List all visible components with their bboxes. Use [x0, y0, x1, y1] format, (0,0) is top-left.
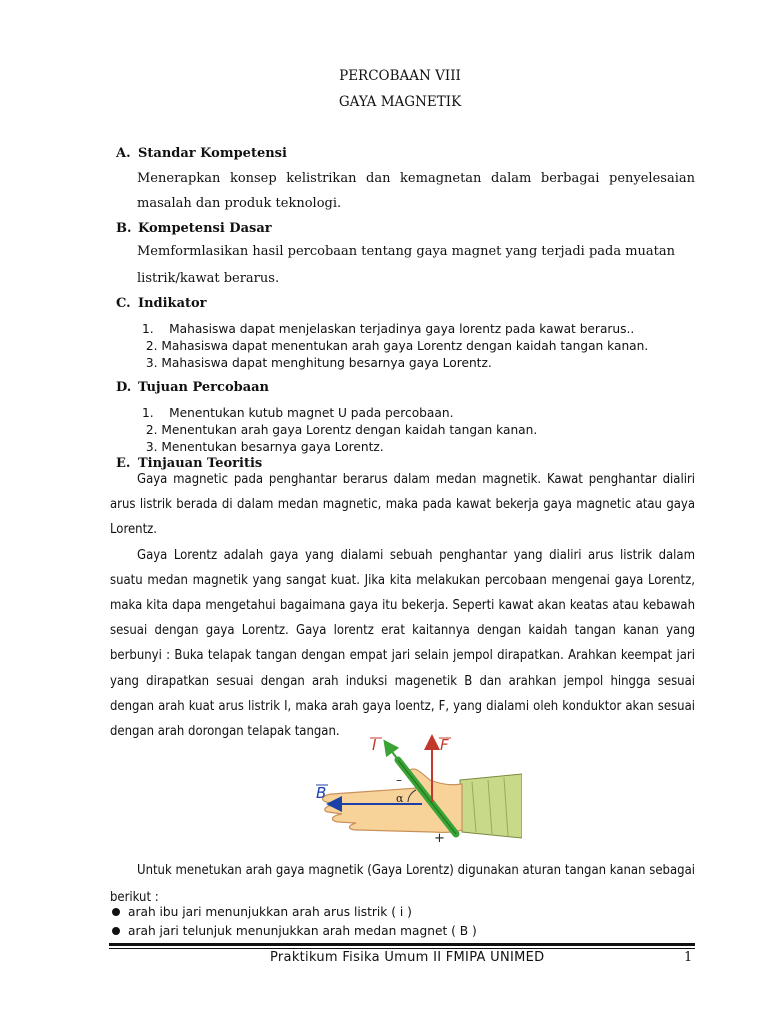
section-c-heading	[116, 296, 207, 311]
title-line-2: GAYA MAGNETIK	[338, 94, 462, 110]
bullet-dot	[112, 908, 120, 916]
page-number: 1	[684, 950, 693, 965]
label-force: F	[440, 736, 449, 754]
list-item: 1. Menentukan kutub magnet U pada percobaan.	[142, 406, 454, 420]
section-d-heading	[116, 380, 269, 395]
section-b-line-2: listrik/kawat berarus.	[137, 271, 280, 286]
footer-rule-thick	[109, 943, 695, 946]
section-b-title: Kompetensi Dasar	[138, 221, 272, 236]
label-b-field: B	[316, 784, 327, 802]
title-line-1: PERCOBAAN VIII	[339, 68, 461, 84]
section-e-title: Tinjauan Teoritis	[138, 456, 263, 471]
section-a-text: Menerapkan konsep kelistrikan dan kemagnetan dalam berbagai penyelesaian masalah dan produk teknologi.	[137, 171, 695, 211]
section-d-letter: D.	[116, 380, 132, 395]
right-hand-rule-figure	[312, 734, 522, 846]
rule-bullet-list	[110, 903, 477, 941]
section-d-title: Tujuan Percobaan	[138, 380, 270, 395]
sleeve-shape	[460, 774, 522, 838]
tujuan-list	[142, 405, 537, 456]
list-item: 2. Mahasiswa dapat menentukan arah gaya Lorentz dengan kaidah tangan kanan.	[142, 339, 649, 353]
hand-shape	[323, 769, 462, 832]
list-item: 3. Mahasiswa dapat menghitung besarnya gaya Lorentz.	[142, 356, 492, 370]
section-c-title: Indikator	[138, 296, 207, 311]
closing-paragraph: Untuk menetukan arah gaya magnetik (Gaya Lorentz) digunakan aturan tangan kanan sebagai berikut :	[110, 863, 695, 905]
footer-text: Praktikum Fisika Umum II FMIPA UNIMED	[270, 950, 545, 965]
bullet-text: arah ibu jari menunjukkan arah arus listrik ( i )	[128, 905, 412, 919]
bullet-dot	[112, 927, 120, 935]
theory-paragraph-1: Gaya magnetic pada penghantar berarus dalam medan magnetik. Kawat penghantar dialiri arus listrik berada di dalam medan magnetic, maka pada kawat bekerja gaya magnetic atau gaya Lorentz.	[110, 472, 695, 538]
list-item	[110, 922, 477, 941]
section-b-line-1: Memformlasikan hasil percobaan tentang gaya magnet yang terjadi pada muatan	[137, 244, 676, 259]
section-e-body	[110, 467, 695, 744]
section-a-heading	[116, 146, 287, 161]
label-alpha: α	[396, 792, 404, 805]
section-a-title: Standar Kompetensi	[138, 146, 287, 161]
section-b-heading	[116, 221, 272, 236]
section-b-letter: B.	[116, 221, 132, 236]
footer-rule-thin	[109, 948, 695, 949]
section-a-letter: A.	[116, 146, 131, 161]
indikator-list	[142, 321, 648, 372]
list-item: 3. Menentukan besarnya gaya Lorentz.	[142, 440, 384, 454]
label-plus: +	[434, 831, 445, 846]
theory-paragraph-2: Gaya Lorentz adalah gaya yang dialami sebuah penghantar yang dialiri arus listrik dalam suatu medan magnetik yang sangat kuat. Jika kita melakukan percobaan mengenai gaya Lorentz, maka kita dapa mengetahui bagaimana gaya itu bekerja. Seperti kawat akan keatas atau kebawah sesuai dengan gaya Lorentz. Gaya lorentz erat kaitannya dengan kaidah tangan kanan yang berbunyi : Buka telapak tangan dengan empat jari selain jempol dirapatkan. Arahkan keempat jari yang dirapatkan sesuai dengan arah induksi magenetik B dan arahkan jempol hingga sesuai dengan arah kuat arus listrik I, maka arah gaya loentz, F, yang dialami oleh konduktor akan sesuai dengan arah dorongan telapak tangan.	[110, 547, 695, 740]
list-item: 1. Mahasiswa dapat menjelaskan terjadinya gaya lorentz pada kawat berarus..	[142, 322, 635, 336]
label-minus: –	[396, 773, 402, 787]
current-arrow	[388, 746, 398, 760]
label-current: I	[372, 736, 377, 754]
list-item: 2. Menentukan arah gaya Lorentz dengan kaidah tangan kanan.	[142, 423, 538, 437]
section-e-letter: E.	[116, 456, 131, 471]
list-item	[110, 903, 477, 922]
bullet-text: arah jari telunjuk menunjukkan arah medan magnet ( B )	[128, 924, 477, 938]
section-c-letter: C.	[116, 296, 131, 311]
